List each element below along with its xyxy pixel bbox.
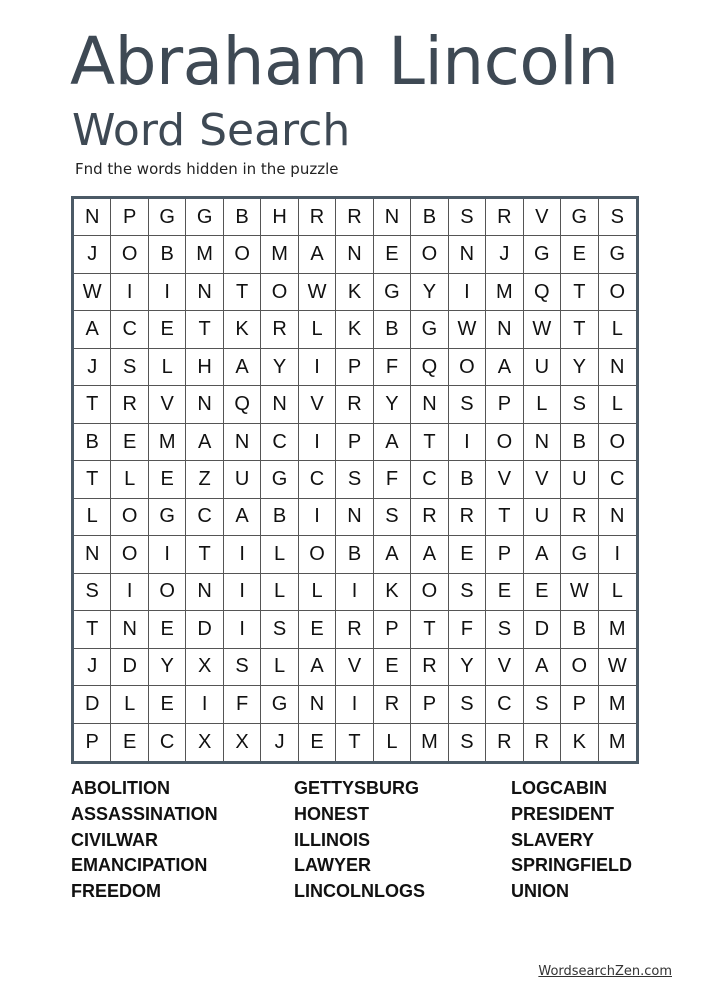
grid-cell: I: [224, 536, 261, 573]
grid-cell: A: [74, 311, 111, 348]
instructions: Fnd the words hidden in the puzzle: [75, 160, 339, 178]
grid-cell: T: [561, 311, 598, 348]
grid-cell: R: [486, 199, 523, 236]
grid-cell: K: [374, 574, 411, 611]
grid-cell: P: [411, 686, 448, 723]
grid-cell: T: [486, 499, 523, 536]
grid-cell: T: [561, 274, 598, 311]
grid-cell: F: [374, 461, 411, 498]
grid-cell: X: [224, 724, 261, 761]
grid-cell: L: [599, 311, 636, 348]
grid-cell: E: [111, 424, 148, 461]
grid-cell: G: [524, 236, 561, 273]
grid-cell: B: [336, 536, 373, 573]
word-list-column-3: [511, 776, 632, 905]
word-item: LINCOLNLOGS: [294, 881, 425, 902]
grid-cell: N: [374, 199, 411, 236]
grid-cell: I: [299, 349, 336, 386]
word-item: ASSASSINATION: [71, 803, 218, 824]
grid-cell: O: [486, 424, 523, 461]
grid-cell: R: [336, 199, 373, 236]
grid-cell: C: [299, 461, 336, 498]
grid-cell: N: [111, 611, 148, 648]
grid-cell: A: [224, 349, 261, 386]
grid-cell: D: [111, 649, 148, 686]
grid-cell: N: [186, 386, 223, 423]
grid-cell: S: [486, 611, 523, 648]
grid-cell: O: [149, 574, 186, 611]
grid-cell: M: [599, 611, 636, 648]
grid-cell: E: [149, 611, 186, 648]
grid-cell: I: [336, 574, 373, 611]
grid-cell: L: [299, 574, 336, 611]
grid-cell: G: [149, 199, 186, 236]
grid-cell: S: [449, 686, 486, 723]
grid-cell: A: [299, 236, 336, 273]
grid-cell: A: [524, 536, 561, 573]
grid-cell: W: [449, 311, 486, 348]
grid-cell: S: [449, 199, 486, 236]
grid-cell: T: [411, 611, 448, 648]
word-item: PRESIDENT: [511, 803, 615, 824]
grid-cell: A: [486, 349, 523, 386]
grid-cell: L: [74, 499, 111, 536]
grid-cell: X: [186, 649, 223, 686]
grid-cell: L: [261, 536, 298, 573]
grid-cell: B: [561, 611, 598, 648]
grid-cell: N: [224, 424, 261, 461]
grid-cell: G: [561, 199, 598, 236]
grid-cell: R: [336, 386, 373, 423]
grid-cell: R: [111, 386, 148, 423]
grid-cell: C: [486, 686, 523, 723]
word-item: SPRINGFIELD: [511, 855, 633, 876]
grid-cell: O: [224, 236, 261, 273]
grid-cell: G: [149, 499, 186, 536]
grid-cell: R: [374, 686, 411, 723]
grid-cell: U: [524, 349, 561, 386]
grid-cell: R: [524, 724, 561, 761]
word-item: CIVILWAR: [71, 829, 159, 850]
grid-cell: K: [561, 724, 598, 761]
grid-cell: P: [111, 199, 148, 236]
grid-cell: N: [486, 311, 523, 348]
grid-cell: P: [561, 686, 598, 723]
grid-cell: I: [111, 274, 148, 311]
grid-cell: G: [599, 236, 636, 273]
grid-cell: E: [299, 611, 336, 648]
grid-cell: I: [449, 424, 486, 461]
grid-cell: L: [599, 574, 636, 611]
grid-cell: L: [524, 386, 561, 423]
grid-cell: N: [261, 386, 298, 423]
footer-link[interactable]: WordsearchZen.com: [538, 964, 672, 979]
grid-cell: O: [411, 236, 448, 273]
grid-cell: R: [411, 649, 448, 686]
grid-cell: N: [336, 499, 373, 536]
grid-cell: S: [224, 649, 261, 686]
grid-cell: S: [74, 574, 111, 611]
grid-cell: W: [561, 574, 598, 611]
word-item: ILLINOIS: [294, 829, 370, 850]
grid-cell: K: [336, 311, 373, 348]
grid-cell: V: [486, 461, 523, 498]
grid-cell: S: [374, 499, 411, 536]
grid-cell: S: [261, 611, 298, 648]
grid-cell: L: [111, 686, 148, 723]
grid-cell: I: [149, 274, 186, 311]
grid-cell: V: [336, 649, 373, 686]
grid-cell: Y: [561, 349, 598, 386]
grid-cell: Q: [411, 349, 448, 386]
grid-cell: E: [111, 724, 148, 761]
grid-cell: U: [524, 499, 561, 536]
grid-cell: O: [599, 424, 636, 461]
grid-cell: M: [486, 274, 523, 311]
grid-cell: N: [449, 236, 486, 273]
grid-cell: T: [74, 386, 111, 423]
grid-cell: N: [599, 499, 636, 536]
grid-cell: V: [299, 386, 336, 423]
grid-cell: M: [149, 424, 186, 461]
grid-cell: L: [149, 349, 186, 386]
word-item: ABOLITION: [71, 778, 170, 798]
grid-cell: E: [149, 311, 186, 348]
grid-cell: R: [449, 499, 486, 536]
grid-cell: T: [74, 611, 111, 648]
grid-cell: R: [336, 611, 373, 648]
grid-cell: P: [486, 536, 523, 573]
grid-cell: R: [561, 499, 598, 536]
grid-cell: I: [224, 611, 261, 648]
grid-cell: N: [74, 199, 111, 236]
grid-cell: M: [608, 730, 626, 753]
grid-cell: E: [449, 536, 486, 573]
grid-cell: E: [561, 236, 598, 273]
grid-cell: G: [411, 311, 448, 348]
word-item: FREEDOM: [71, 881, 161, 902]
grid-cell: B: [411, 199, 448, 236]
grid-cell: M: [186, 236, 223, 273]
grid-cell: R: [486, 724, 523, 761]
grid-cell: C: [186, 499, 223, 536]
grid-cell: S: [449, 386, 486, 423]
word-item: EMANCIPATION: [71, 855, 208, 876]
grid-cell: S: [561, 386, 598, 423]
grid-cell: E: [374, 649, 411, 686]
page-subtitle: Word Search: [72, 105, 351, 156]
grid-cell: T: [411, 424, 448, 461]
grid-cell: S: [599, 199, 636, 236]
word-item: LOGCABIN: [511, 778, 607, 798]
grid-cell: L: [261, 574, 298, 611]
grid-cell: N: [599, 349, 636, 386]
grid-cell: Y: [374, 386, 411, 423]
grid-cell: O: [411, 574, 448, 611]
word-list-column-1: [71, 776, 218, 905]
grid-cell: M: [599, 686, 636, 723]
word-item: HONEST: [294, 803, 370, 824]
grid-cell: N: [411, 386, 448, 423]
grid-cell: E: [149, 461, 186, 498]
grid-cell: Y: [261, 349, 298, 386]
grid-cell: P: [336, 424, 373, 461]
word-item: LAWYER: [294, 855, 372, 876]
grid-cell: L: [299, 311, 336, 348]
grid-cell: G: [186, 199, 223, 236]
page-title: Abraham Lincoln: [70, 23, 619, 100]
grid-cell: T: [336, 724, 373, 761]
grid-cell: N: [74, 536, 111, 573]
grid-cell: T: [74, 461, 111, 498]
grid-cell: C: [111, 311, 148, 348]
grid-cell: S: [449, 574, 486, 611]
grid-cell: A: [374, 424, 411, 461]
grid-cell: C: [261, 424, 298, 461]
grid-cell: V: [524, 461, 561, 498]
grid-cell: O: [299, 536, 336, 573]
grid-cell: Y: [149, 649, 186, 686]
grid-cell: W: [299, 274, 336, 311]
grid-cell: K: [224, 311, 261, 348]
grid-cell: B: [261, 499, 298, 536]
grid-cell: I: [299, 424, 336, 461]
grid-cell: C: [149, 724, 186, 761]
grid-cell: A: [411, 536, 448, 573]
grid-cell: Q: [224, 386, 261, 423]
grid-cell: J: [261, 724, 298, 761]
grid-cell: R: [261, 311, 298, 348]
grid-cell: O: [449, 349, 486, 386]
grid-cell: O: [561, 649, 598, 686]
grid-cell: N: [524, 424, 561, 461]
grid-cell: I: [336, 686, 373, 723]
grid-cell: J: [74, 649, 111, 686]
grid-cell: E: [374, 236, 411, 273]
grid-cell: W: [524, 311, 561, 348]
grid-cell: L: [374, 724, 411, 761]
grid-cell: L: [111, 461, 148, 498]
grid-cell: D: [186, 611, 223, 648]
grid-cell: O: [261, 274, 298, 311]
grid-cell: I: [111, 574, 148, 611]
grid-cell: B: [449, 461, 486, 498]
grid-cell: F: [224, 686, 261, 723]
grid-cell: M: [411, 724, 448, 761]
grid-cell: A: [524, 649, 561, 686]
grid-cell: E: [486, 574, 523, 611]
grid-cell: A: [186, 424, 223, 461]
word-list-column-2: [294, 776, 425, 905]
grid-cell: R: [411, 499, 448, 536]
grid-cell: J: [486, 236, 523, 273]
word-item: GETTYSBURG: [294, 778, 420, 798]
grid-cell: H: [261, 199, 298, 236]
grid-cell: L: [261, 649, 298, 686]
grid-cell: F: [449, 611, 486, 648]
grid-cell: G: [374, 274, 411, 311]
grid-cell: W: [74, 274, 111, 311]
grid-cell: F: [374, 349, 411, 386]
grid-cell: L: [599, 386, 636, 423]
grid-cell: T: [186, 311, 223, 348]
grid-cell: R: [299, 199, 336, 236]
grid-cell: C: [411, 461, 448, 498]
grid-cell: B: [224, 199, 261, 236]
grid-cell: D: [74, 686, 111, 723]
word-item: SLAVERY: [511, 829, 595, 850]
grid-cell: J: [74, 349, 111, 386]
word-item: UNION: [511, 881, 569, 902]
grid-cell: B: [149, 236, 186, 273]
grid-cell: K: [336, 274, 373, 311]
grid-cell: X: [186, 724, 223, 761]
grid-cell: T: [224, 274, 261, 311]
grid-cell: Y: [411, 274, 448, 311]
grid-cell: N: [299, 686, 336, 723]
grid-cell: Y: [449, 649, 486, 686]
grid-cell: A: [224, 499, 261, 536]
grid-cell: C: [599, 461, 636, 498]
grid-cell: H: [186, 349, 223, 386]
grid-cell: Q: [524, 274, 561, 311]
grid-cell: D: [524, 611, 561, 648]
grid-cell: A: [299, 649, 336, 686]
grid-cell: O: [111, 499, 148, 536]
letter-grid: [71, 196, 639, 764]
grid-cell: S: [111, 349, 148, 386]
grid-cell: O: [111, 536, 148, 573]
grid-cell: V: [149, 386, 186, 423]
grid-cell: P: [374, 611, 411, 648]
grid-cell: N: [186, 574, 223, 611]
grid-cell: I: [599, 536, 636, 573]
grid-cell: I: [299, 499, 336, 536]
grid-cell: B: [561, 424, 598, 461]
grid-cell: W: [599, 649, 636, 686]
grid-cell: P: [74, 724, 111, 761]
grid-cell: S: [449, 724, 486, 761]
grid-cell: I: [149, 536, 186, 573]
grid-cell: U: [561, 461, 598, 498]
grid-cell: V: [524, 199, 561, 236]
grid-cell: P: [336, 349, 373, 386]
grid-cell: E: [149, 686, 186, 723]
grid-cell: O: [599, 274, 636, 311]
grid-cell: B: [74, 424, 111, 461]
grid-cell: G: [261, 686, 298, 723]
grid-cell: N: [336, 236, 373, 273]
grid-cell: E: [524, 574, 561, 611]
grid-cell: B: [374, 311, 411, 348]
grid-cell: O: [111, 236, 148, 273]
grid-cell: T: [186, 536, 223, 573]
grid-cell: G: [261, 461, 298, 498]
grid-cell: I: [224, 574, 261, 611]
grid-cell: U: [224, 461, 261, 498]
grid-cell: E: [299, 724, 336, 761]
grid-cell: Z: [186, 461, 223, 498]
grid-cell: G: [561, 536, 598, 573]
grid-cell: I: [186, 686, 223, 723]
grid-cell: N: [186, 274, 223, 311]
grid-cell: S: [336, 461, 373, 498]
grid-cell: S: [524, 686, 561, 723]
grid-cell: M: [261, 236, 298, 273]
grid-cell: V: [486, 649, 523, 686]
grid-cell: I: [449, 274, 486, 311]
grid-cell: P: [486, 386, 523, 423]
grid-cell: J: [74, 236, 111, 273]
grid-cell: A: [374, 536, 411, 573]
